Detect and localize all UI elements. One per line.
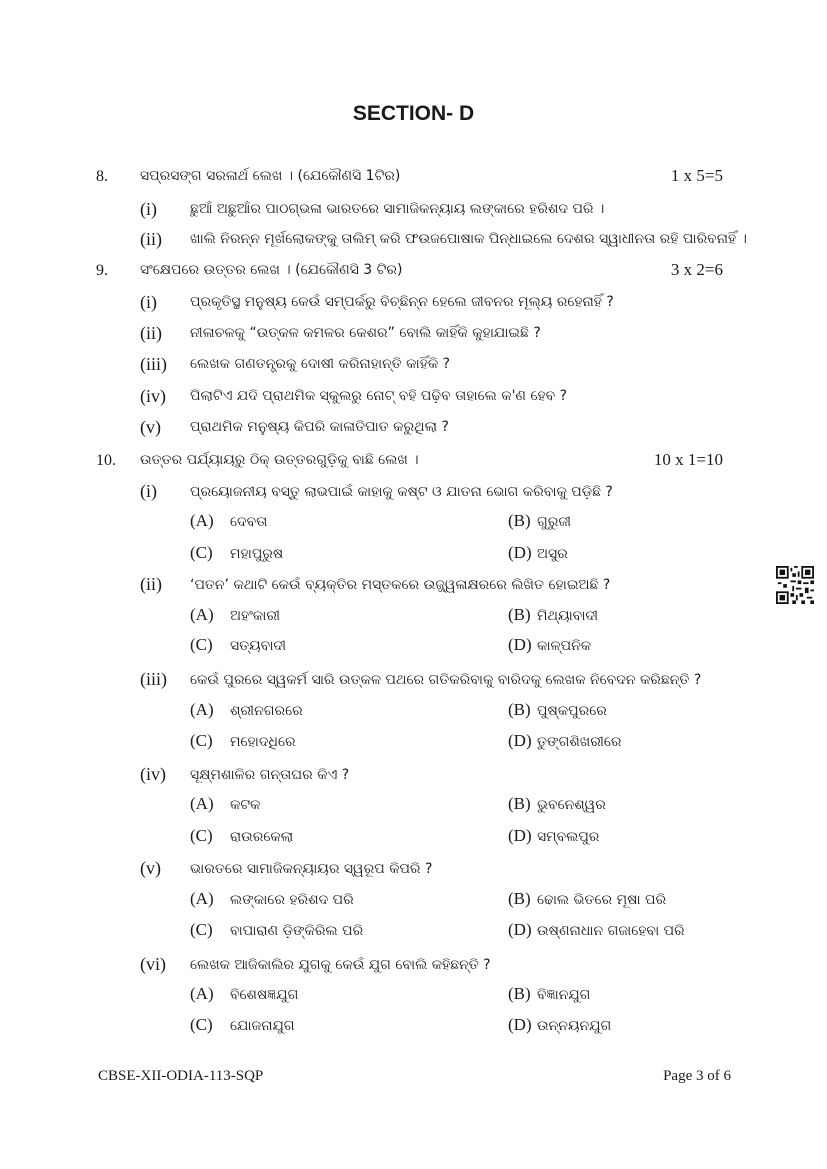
option-label: (C) <box>190 1015 213 1034</box>
option-text: ମିଥ୍ୟାବାଦୀ <box>537 608 599 624</box>
sub-question-label: (ii) <box>140 323 162 343</box>
sub-question-label: (iii) <box>140 669 167 689</box>
sub-question-text: ପ୍ରୟୋଜନୀୟ ବସ୍ତୁ ଲାଭପାଇଁ କାହାକୁ କଷ୍ଟ ଓ ଯାତନା ଭୋଗ କରିବାକୁ ପଡ଼ିଛି ? <box>190 484 613 500</box>
footer-paper-code: CBSE-XII-ODIA-113-SQP <box>98 1068 264 1084</box>
sub-question-label: (iv) <box>140 386 166 406</box>
option-text: ରାଉରକେଲା <box>230 829 294 845</box>
option-label: (B) <box>508 889 531 908</box>
qr-code-icon <box>776 566 814 604</box>
option-label: (C) <box>190 635 213 654</box>
option-text: ବାପାରାଣ ଡ଼ିଙ୍କିରିଲ ପରି <box>230 923 364 939</box>
sub-question-text: କେଉଁ ପୁରରେ ସ୍ୱକର୍ମ ସାରି ଉତ୍କଳ ପଥରେ ଗତିକରିବାକୁ ବାରିଦକୁ ଲେଖକ ନିବେଦନ କରିଛନ୍ତି ? <box>190 672 702 688</box>
sub-question-text: ଛୁଆଁ ଅଛୁଆଁର ପାଠଗ୍ଭଳା ଭାରତରେ ସାମାଜିକନ୍ୟାୟ ଲଙ୍କାରେ ହରିଶଦ ପରି । <box>190 201 605 217</box>
option-label: (D) <box>508 920 532 939</box>
sub-question-text: ଲେଖକ ଗଣତନ୍ତ୍ରକୁ ଦୋଷୀ କରିନାହାନ୍ତି କାହିଁକି ? <box>190 356 451 372</box>
option-text: ଉନ୍ନୟନଯୁଗ <box>537 1018 612 1034</box>
option-label: (A) <box>190 511 214 530</box>
option-label: (C) <box>190 731 213 750</box>
sub-question-label: (iii) <box>140 354 167 374</box>
option-label: (A) <box>190 889 214 908</box>
option-text: ଅହଂକାରୀ <box>230 608 281 624</box>
sub-question-text: ପିଲାଟିଏ ଯଦି ପ୍ରାଥମିକ ସ୍କୁଲରୁ ନୋଟ୍ ବହି ପଢ଼ିବ ତାହାଲେ କ'ଣ ହେବ ? <box>190 388 568 404</box>
marks: 1 x 5=5 <box>670 166 723 185</box>
sub-question-label: (ii) <box>140 229 162 249</box>
option-label: (B) <box>508 511 531 530</box>
sub-question-label: (i) <box>140 292 157 312</box>
question-text: ସପ୍ରସଙ୍ଗ ସରଳାର୍ଥ ଲେଖ । (ଯେକୌଣସି 1ଟିର) <box>140 168 401 184</box>
option-label: (C) <box>190 826 213 845</box>
option-label: (D) <box>508 731 532 750</box>
marks: 10 x 1=10 <box>653 450 723 469</box>
option-label: (C) <box>190 920 213 939</box>
question-number: 10. <box>96 452 116 469</box>
option-label: (C) <box>190 543 213 562</box>
sub-question-label: (i) <box>140 199 157 219</box>
option-label: (D) <box>508 543 532 562</box>
option-text: ଅସୁର <box>537 546 568 562</box>
option-label: (A) <box>190 605 214 624</box>
option-text: ବିଶେଷଜ୍ଞଯୁଗ <box>230 987 299 1003</box>
option-text: ତୁଙ୍ଗଶିଖରୀରେ <box>537 734 622 750</box>
option-label: (D) <box>508 1015 532 1034</box>
option-text: ଶ୍ରୀନଗରରେ <box>230 703 303 719</box>
sub-question-label: (vi) <box>140 954 166 974</box>
option-label: (A) <box>190 700 214 719</box>
option-text: କାଳ୍ପନିକ <box>537 638 592 654</box>
question-text: ଉତ୍ତର ପର୍ଯ୍ୟାୟରୁ ଠିକ୍ ଉତ୍ତରଗୁଡ଼ିକୁ ବାଛି ଲେଖ । <box>140 452 419 468</box>
option-text: ଦେବତା <box>230 514 268 530</box>
option-label: (B) <box>508 984 531 1003</box>
option-text: ପୁଷ୍କପୁରରେ <box>537 703 607 719</box>
sub-question-label: (v) <box>140 417 161 437</box>
sub-question-text: ନୀଳାଚଳକୁ “ଉତ୍କଳ କମଳର କେଶର” ବୋଲି କାହିଁକି କୁହାଯାଇଛି ? <box>190 325 541 341</box>
sub-question-text: ପ୍ରକୃତିସ୍ଥ ମନୁଷ୍ୟ କେଉଁ ସମ୍ପର୍କରୁ ବିଚ୍ଛିନ୍ନ ହେଲେ ଜୀବନର ମୂଲ୍ୟ ରହେନାହିଁ ? <box>190 294 614 310</box>
sub-question-label: (iv) <box>140 764 166 784</box>
question-text: ସଂକ୍ଷେପରେ ଉତ୍ତର ଲେଖ । (ଯେକୌଣସି 3 ଟିର) <box>140 262 403 278</box>
option-text: ସତ୍ୟବାଦୀ <box>230 638 287 654</box>
option-text: ଲଙ୍କାରେ ହରିଶଦ ପରି <box>230 892 354 908</box>
option-text: ଯୋଜନାଯୁଗ <box>230 1018 295 1034</box>
sub-question-label: (i) <box>140 481 157 501</box>
option-text: ମହାପୁରୁଷ <box>230 546 284 562</box>
option-label: (A) <box>190 794 214 813</box>
option-text: ବିଜ୍ଞାନଯୁଗ <box>537 987 591 1003</box>
option-text: ଢୋଲ ଭିତରେ ମୂଷା ପରି <box>537 892 667 908</box>
question-number: 8. <box>96 168 108 185</box>
option-label: (B) <box>508 605 531 624</box>
option-text: କଟକ <box>230 797 261 813</box>
sub-question-text: ଖାଲି ନିରନ୍ନ ମୂର୍ଖଲୋକଙ୍କୁ ତାଲିମ୍ କରି ଫଉଜପୋଷାକ ପିନ୍ଧାଇଲେ ଦେଶର ସ୍ୱାଧୀନତା ରହି ପାରିବନାହିଁ । <box>190 231 747 247</box>
option-text: ଉଷ୍ଣନାଧାନ ଗଜାହେବା ପରି <box>537 923 685 939</box>
sub-question-text: ପ୍ରାଥମିକ ମନୁଷ୍ୟ କିପରି କାଳାତିପାତ କରୁଥିଲା ? <box>190 419 449 435</box>
sub-question-text: ସୂକ୍ଷ୍ମଶାଳିର ଗନ୍ତାଘର କିଏ ? <box>190 767 350 783</box>
option-text: ଗୁରୁଜୀ <box>537 514 572 530</box>
option-label: (B) <box>508 700 531 719</box>
option-text: ଭୁବନେଶ୍ୱର <box>537 797 606 813</box>
option-text: ସମ୍ବଲପୁର <box>537 829 600 845</box>
footer-page-number: Page 3 of 6 <box>663 1068 731 1084</box>
option-text: ମହୋଦଧିରେ <box>230 734 296 750</box>
marks: 3 x 2=6 <box>670 260 723 279</box>
sub-question-text: ‘ପତନ’ କଥାଟି କେଉଁ ବ୍ୟକ୍ତିର ମସ୍ତକରେ ଉଜ୍ଜ୍ୱଳାକ୍ଷରରେ ଲିଖିତ ହୋଇଅଛି ? <box>190 577 611 593</box>
option-label: (B) <box>508 794 531 813</box>
sub-question-label: (ii) <box>140 574 162 594</box>
sub-question-label: (v) <box>140 858 161 878</box>
sub-question-text: ଲେଖକ ଆଜିକାଲିର ଯୁଗକୁ କେଉଁ ଯୁଗ ବୋଲି କହିଛନ୍ତି ? <box>190 957 491 973</box>
question-number: 9. <box>96 262 108 279</box>
section-title: SECTION- D <box>352 102 475 125</box>
sub-question-text: ଭାରତରେ ସାମାଜିକନ୍ୟାୟର ସ୍ୱରୂପ କିପରି ? <box>190 861 433 877</box>
option-label: (A) <box>190 984 214 1003</box>
option-label: (D) <box>508 635 532 654</box>
option-label: (D) <box>508 826 532 845</box>
